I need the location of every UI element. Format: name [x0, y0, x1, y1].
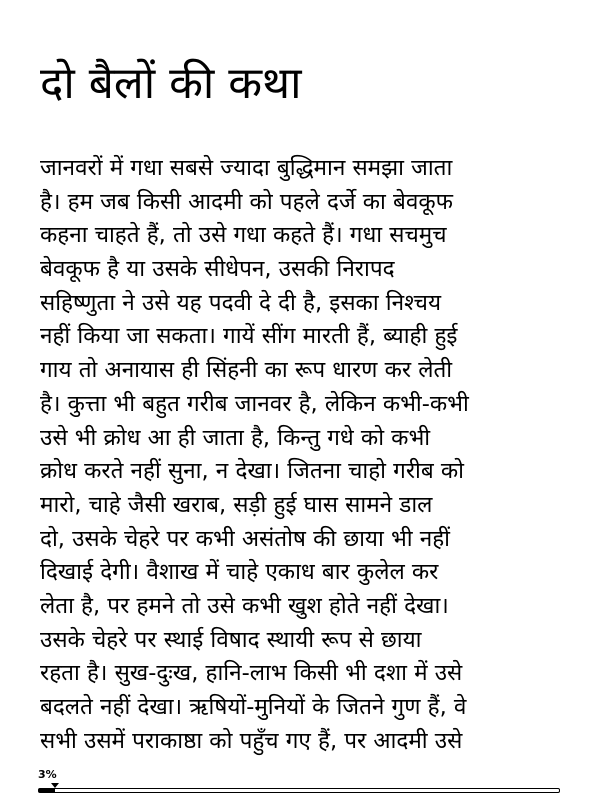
- chapter-title: दो बैलों की कथा: [40, 58, 302, 109]
- text-line: उसे भी क्रोध आ ही जाता है, किन्तु गधे को कभी: [40, 424, 431, 451]
- text-line: सभी उसमें पराकाष्ठा को पहुँच गए हैं, पर आदमी उसे: [40, 727, 463, 754]
- text-line: नहीं किया जा सकता। गायें सींग मारती हैं, ब्याही हुई: [40, 323, 458, 350]
- text-line: लेता है, पर हमने तो उसे कभी खुश होते नहीं देखा।: [40, 592, 449, 619]
- text-line: सहिष्णुता ने उसे यह पदवी दे दी है, इसका निश्चय: [40, 289, 442, 316]
- text-line: बेवकूफ है या उसके सीधेपन, उसकी निरापद: [40, 256, 395, 283]
- text-line: क्रोध करते नहीं सुना, न देखा। जितना चाहो गरीब को: [40, 458, 464, 485]
- text-line: दो, उसके चेहरे पर कभी असंतोष की छाया भी नहीं: [40, 525, 451, 552]
- progress-bar-fill: [39, 789, 55, 792]
- text-line: रहता है। सुख-दुःख, हानि-लाभ किसी भी दशा में उसे: [40, 660, 463, 687]
- body-text: [40, 152, 560, 758]
- text-line: कहना चाहते हैं, तो उसे गधा कहते हैं। गधा सचमुच: [40, 222, 447, 249]
- text-line: है। हम जब किसी आदमी को पहले दर्जे का बेवकूफ: [40, 188, 453, 215]
- text-line: जानवरों में गधा सबसे ज्यादा बुद्धिमान समझा जाता: [40, 155, 453, 181]
- text-line: गाय तो अनायास ही सिंहनी का रूप धारण कर लेती: [40, 357, 453, 384]
- text-line: बदलते नहीं देखा। ऋषियों-मुनियों के जितने गुण हैं, वे: [40, 694, 467, 720]
- text-line: है। कुत्ता भी बहुत गरीब जानवर है, लेकिन कभी-कभी: [40, 390, 469, 417]
- text-line: उसके चेहरे पर स्थाई विषाद स्थायी रूप से छाया: [40, 626, 422, 653]
- text-line: दिखाई देगी। वैशाख में चाहे एकाध बार कुलेल कर: [40, 559, 439, 586]
- progress-label: 3%: [38, 768, 57, 781]
- text-line: मारो, चाहे जैसी खराब, सड़ी हुई घास सामने डाल: [40, 491, 433, 518]
- progress-bar[interactable]: [38, 788, 560, 793]
